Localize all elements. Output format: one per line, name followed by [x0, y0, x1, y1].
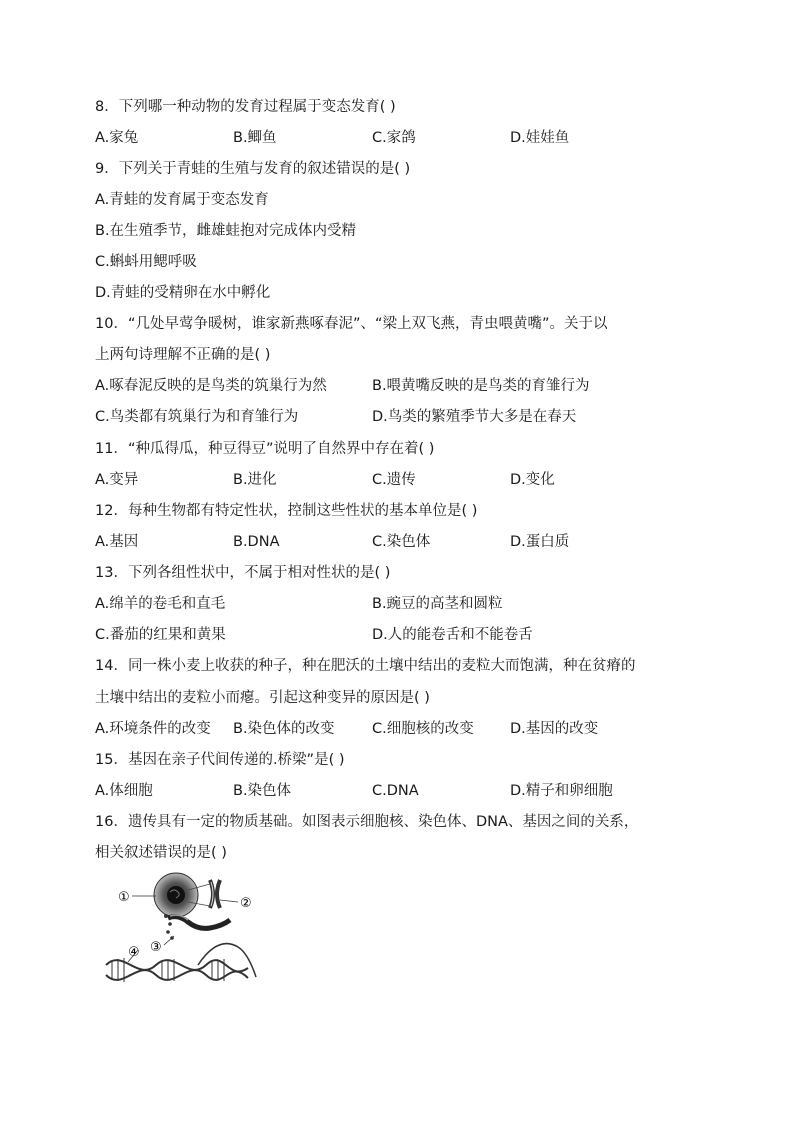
figure-label-1: ① — [118, 890, 130, 905]
chromosome-icon — [210, 880, 220, 908]
question-16-stem-cont: 相关叙述错误的是( ) — [95, 845, 227, 861]
question-8-stem: 8．下列哪一种动物的发育过程属于变态发育( ) — [95, 99, 396, 115]
question-13-option-b: B.豌豆的高茎和圆粒 — [372, 596, 503, 612]
question-14-option-a: A.环境条件的改变 — [95, 721, 211, 737]
figure-label-3: ③ — [150, 940, 162, 955]
question-10-option-c: C.鸟类都有筑巢行为和育雏行为 — [95, 409, 299, 425]
question-8-option-c: C.家鸽 — [372, 130, 416, 146]
figure-label-2: ② — [240, 896, 252, 911]
question-14-stem: 14．同一株小麦上收获的种子，种在肥沃的土壤中结出的麦粒大而饱满，种在贫瘠的 — [95, 658, 636, 674]
question-13-option-c: C.番茄的红果和黄果 — [95, 627, 226, 643]
question-13-option-d: D.人的能卷舌和不能卷舌 — [372, 627, 533, 643]
question-9-stem: 9．下列关于青蛙的生殖与发育的叙述错误的是( ) — [95, 161, 411, 177]
question-14-stem-cont: 土壤中结出的麦粒小而瘪。引起这种变异的原因是( ) — [95, 690, 430, 706]
question-12-option-d: D.蛋白质 — [510, 534, 570, 550]
question-10-option-d: D.鸟类的繁殖季节大多是在春天 — [372, 409, 577, 425]
question-11-option-b: B.进化 — [233, 472, 277, 488]
figure-label-4: ④ — [128, 945, 140, 960]
question-10-stem-cont: 上两句诗理解不正确的是( ) — [95, 347, 271, 363]
question-13-option-a: A.绵羊的卷毛和直毛 — [95, 596, 226, 612]
question-9-option-b: B.在生殖季节，雌雄蛙抱对完成体内受精 — [95, 223, 357, 239]
question-10-option-b: B.喂黄嘴反映的是鸟类的育雏行为 — [372, 378, 590, 394]
question-11-option-c: C.遗传 — [372, 472, 416, 488]
question-11-stem: 11．“种瓜得瓜，种豆得豆”说明了自然界中存在着( ) — [95, 441, 435, 457]
question-12-option-b: B.DNA — [233, 534, 280, 550]
question-8-option-d: D.娃娃鱼 — [510, 130, 570, 146]
question-15-option-c: C.DNA — [372, 783, 419, 799]
question-14-option-d: D.基因的改变 — [510, 721, 599, 737]
question-13-stem: 13．下列各组性状中，不属于相对性状的是( ) — [95, 565, 391, 581]
question-15-option-d: D.精子和卵细胞 — [510, 783, 613, 799]
question-9-option-c: C.蝌蚪用鳃呼吸 — [95, 254, 197, 270]
question-8-option-b: B.鲫鱼 — [233, 130, 277, 146]
question-9-option-d: D.青蛙的受精卵在水中孵化 — [95, 285, 271, 301]
question-10-stem: 10．“几处早莺争暖树，谁家新燕啄春泥”、“梁上双飞燕，青虫喂黄嘴”。关于以 — [95, 316, 608, 332]
question-12-option-c: C.染色体 — [372, 534, 431, 550]
question-12-option-a: A.基因 — [95, 534, 139, 550]
question-14-option-c: C.细胞核的改变 — [372, 721, 474, 737]
question-10-option-a: A.啄春泥反映的是鸟类的筑巢行为然 — [95, 378, 327, 394]
question-11-option-d: D.变化 — [510, 472, 555, 488]
cell-dna-gene-figure — [98, 870, 268, 1010]
question-14-option-b: B.染色体的改变 — [233, 721, 335, 737]
question-15-option-a: A.体细胞 — [95, 783, 153, 799]
question-15-stem: 15．基因在亲子代间传递的.桥梁”是( ) — [95, 752, 345, 768]
question-12-stem: 12．每种生物都有特定性状，控制这些性状的基本单位是( ) — [95, 503, 478, 519]
question-11-option-a: A.变异 — [95, 472, 139, 488]
question-16-stem: 16．遗传具有一定的物质基础。如图表示细胞核、染色体、DNA、基因之间的关系， — [95, 814, 639, 830]
question-9-option-a: A.青蛙的发育属于变态发育 — [95, 192, 269, 208]
question-8-option-a: A.家兔 — [95, 130, 139, 146]
question-15-option-b: B.染色体 — [233, 783, 292, 799]
